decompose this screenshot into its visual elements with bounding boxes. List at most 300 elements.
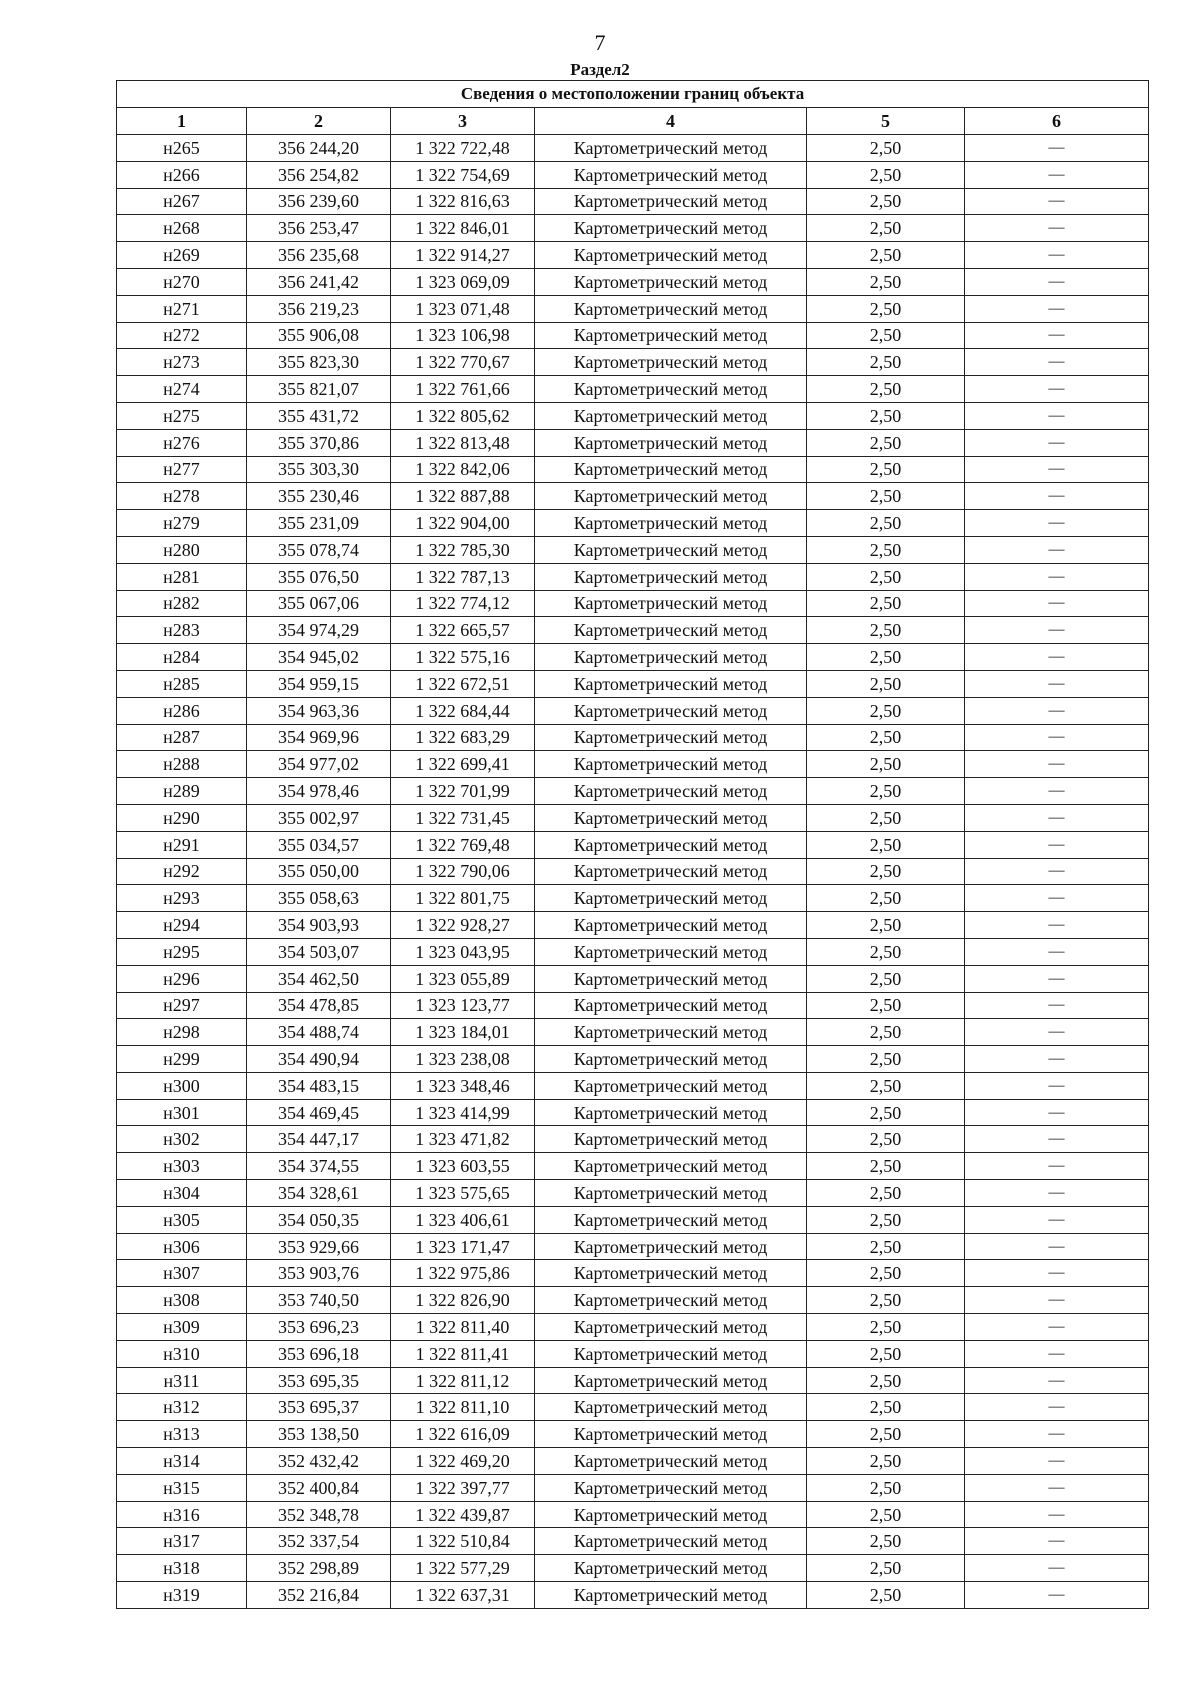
point-id-cell: н277 xyxy=(117,456,247,483)
page-number: 7 xyxy=(594,30,606,55)
accuracy-cell: 2,50 xyxy=(807,1314,965,1341)
y-coordinate-cell: 1 322 787,13 xyxy=(391,563,535,590)
accuracy-cell: 2,50 xyxy=(807,1180,965,1207)
x-coordinate-cell: 355 058,63 xyxy=(247,885,391,912)
point-id-cell: н285 xyxy=(117,670,247,697)
y-coordinate-cell: 1 322 801,75 xyxy=(391,885,535,912)
description-cell: — xyxy=(965,858,1149,885)
description-cell: — xyxy=(965,644,1149,671)
y-coordinate-cell: 1 322 914,27 xyxy=(391,242,535,269)
x-coordinate-cell: 353 903,76 xyxy=(247,1260,391,1287)
method-cell: Картометрический метод xyxy=(535,376,807,403)
accuracy-cell: 2,50 xyxy=(807,242,965,269)
x-coordinate-cell: 353 138,50 xyxy=(247,1421,391,1448)
table-row xyxy=(117,912,1149,939)
table-row xyxy=(117,510,1149,537)
table-row xyxy=(117,831,1149,858)
accuracy-cell: 2,50 xyxy=(807,349,965,376)
accuracy-cell: 2,50 xyxy=(807,268,965,295)
table-row xyxy=(117,1501,1149,1528)
x-coordinate-cell: 353 696,23 xyxy=(247,1314,391,1341)
description-cell: — xyxy=(965,965,1149,992)
column-header: 1 xyxy=(117,108,247,135)
method-cell: Картометрический метод xyxy=(535,912,807,939)
table-row xyxy=(117,938,1149,965)
y-coordinate-cell: 1 323 106,98 xyxy=(391,322,535,349)
y-coordinate-cell: 1 322 397,77 xyxy=(391,1474,535,1501)
x-coordinate-cell: 354 977,02 xyxy=(247,751,391,778)
table-row xyxy=(117,804,1149,831)
accuracy-cell: 2,50 xyxy=(807,429,965,456)
description-cell: — xyxy=(965,536,1149,563)
method-cell: Картометрический метод xyxy=(535,1340,807,1367)
boundary-coordinates-table xyxy=(116,80,1149,1609)
accuracy-cell: 2,50 xyxy=(807,912,965,939)
x-coordinate-cell: 354 462,50 xyxy=(247,965,391,992)
accuracy-cell: 2,50 xyxy=(807,1287,965,1314)
point-id-cell: н319 xyxy=(117,1582,247,1609)
y-coordinate-cell: 1 323 238,08 xyxy=(391,1046,535,1073)
accuracy-cell: 2,50 xyxy=(807,402,965,429)
x-coordinate-cell: 355 230,46 xyxy=(247,483,391,510)
accuracy-cell: 2,50 xyxy=(807,670,965,697)
description-cell: — xyxy=(965,724,1149,751)
accuracy-cell: 2,50 xyxy=(807,135,965,162)
table-row xyxy=(117,1180,1149,1207)
method-cell: Картометрический метод xyxy=(535,1180,807,1207)
x-coordinate-cell: 354 478,85 xyxy=(247,992,391,1019)
point-id-cell: н270 xyxy=(117,268,247,295)
y-coordinate-cell: 1 322 785,30 xyxy=(391,536,535,563)
accuracy-cell: 2,50 xyxy=(807,1501,965,1528)
method-cell: Картометрический метод xyxy=(535,1072,807,1099)
accuracy-cell: 2,50 xyxy=(807,778,965,805)
method-cell: Картометрический метод xyxy=(535,1099,807,1126)
table-row xyxy=(117,563,1149,590)
point-id-cell: н314 xyxy=(117,1448,247,1475)
table-row xyxy=(117,268,1149,295)
y-coordinate-cell: 1 322 904,00 xyxy=(391,510,535,537)
table-row xyxy=(117,349,1149,376)
point-id-cell: н286 xyxy=(117,697,247,724)
table-row xyxy=(117,1260,1149,1287)
point-id-cell: н291 xyxy=(117,831,247,858)
accuracy-cell: 2,50 xyxy=(807,938,965,965)
y-coordinate-cell: 1 323 043,95 xyxy=(391,938,535,965)
description-cell: — xyxy=(965,1072,1149,1099)
method-cell: Картометрический метод xyxy=(535,697,807,724)
method-cell: Картометрический метод xyxy=(535,1233,807,1260)
point-id-cell: н289 xyxy=(117,778,247,805)
accuracy-cell: 2,50 xyxy=(807,161,965,188)
y-coordinate-cell: 1 322 731,45 xyxy=(391,804,535,831)
method-cell: Картометрический метод xyxy=(535,510,807,537)
x-coordinate-cell: 352 432,42 xyxy=(247,1448,391,1475)
method-cell: Картометрический метод xyxy=(535,1046,807,1073)
method-cell: Картометрический метод xyxy=(535,1206,807,1233)
description-cell: — xyxy=(965,215,1149,242)
description-cell: — xyxy=(965,376,1149,403)
description-cell: — xyxy=(965,510,1149,537)
description-cell: — xyxy=(965,161,1149,188)
y-coordinate-cell: 1 323 069,09 xyxy=(391,268,535,295)
x-coordinate-cell: 355 002,97 xyxy=(247,804,391,831)
point-id-cell: н303 xyxy=(117,1153,247,1180)
table-row xyxy=(117,885,1149,912)
y-coordinate-cell: 1 322 842,06 xyxy=(391,456,535,483)
x-coordinate-cell: 352 348,78 xyxy=(247,1501,391,1528)
x-coordinate-cell: 354 374,55 xyxy=(247,1153,391,1180)
table-row xyxy=(117,242,1149,269)
description-cell: — xyxy=(965,1260,1149,1287)
x-coordinate-cell: 354 903,93 xyxy=(247,912,391,939)
point-id-cell: н301 xyxy=(117,1099,247,1126)
method-cell: Картометрический метод xyxy=(535,536,807,563)
accuracy-cell: 2,50 xyxy=(807,188,965,215)
description-cell: — xyxy=(965,1448,1149,1475)
method-cell: Картометрический метод xyxy=(535,644,807,671)
y-coordinate-cell: 1 322 722,48 xyxy=(391,135,535,162)
table-row xyxy=(117,1367,1149,1394)
method-cell: Картометрический метод xyxy=(535,1287,807,1314)
method-cell: Картометрический метод xyxy=(535,1314,807,1341)
table-row xyxy=(117,617,1149,644)
accuracy-cell: 2,50 xyxy=(807,1126,965,1153)
table-row xyxy=(117,1314,1149,1341)
method-cell: Картометрический метод xyxy=(535,295,807,322)
x-coordinate-cell: 354 963,36 xyxy=(247,697,391,724)
point-id-cell: н295 xyxy=(117,938,247,965)
x-coordinate-cell: 355 078,74 xyxy=(247,536,391,563)
x-coordinate-cell: 355 906,08 xyxy=(247,322,391,349)
description-cell: — xyxy=(965,242,1149,269)
method-cell: Картометрический метод xyxy=(535,268,807,295)
method-cell: Картометрический метод xyxy=(535,751,807,778)
accuracy-cell: 2,50 xyxy=(807,215,965,242)
description-cell: — xyxy=(965,1474,1149,1501)
description-cell: — xyxy=(965,349,1149,376)
x-coordinate-cell: 353 695,35 xyxy=(247,1367,391,1394)
y-coordinate-cell: 1 322 887,88 xyxy=(391,483,535,510)
y-coordinate-cell: 1 323 071,48 xyxy=(391,295,535,322)
accuracy-cell: 2,50 xyxy=(807,1555,965,1582)
point-id-cell: н311 xyxy=(117,1367,247,1394)
table-row xyxy=(117,429,1149,456)
method-cell: Картометрический метод xyxy=(535,1474,807,1501)
description-cell: — xyxy=(965,697,1149,724)
description-cell: — xyxy=(965,429,1149,456)
point-id-cell: н284 xyxy=(117,644,247,671)
point-id-cell: н266 xyxy=(117,161,247,188)
y-coordinate-cell: 1 322 701,99 xyxy=(391,778,535,805)
x-coordinate-cell: 356 241,42 xyxy=(247,268,391,295)
point-id-cell: н318 xyxy=(117,1555,247,1582)
accuracy-cell: 2,50 xyxy=(807,617,965,644)
table-row xyxy=(117,483,1149,510)
table-row xyxy=(117,376,1149,403)
x-coordinate-cell: 356 239,60 xyxy=(247,188,391,215)
x-coordinate-cell: 354 328,61 xyxy=(247,1180,391,1207)
y-coordinate-cell: 1 322 774,12 xyxy=(391,590,535,617)
y-coordinate-cell: 1 323 414,99 xyxy=(391,1099,535,1126)
accuracy-cell: 2,50 xyxy=(807,1474,965,1501)
description-cell: — xyxy=(965,188,1149,215)
point-id-cell: н299 xyxy=(117,1046,247,1073)
method-cell: Картометрический метод xyxy=(535,590,807,617)
point-id-cell: н272 xyxy=(117,322,247,349)
description-cell: — xyxy=(965,590,1149,617)
accuracy-cell: 2,50 xyxy=(807,295,965,322)
description-cell: — xyxy=(965,885,1149,912)
x-coordinate-cell: 356 219,23 xyxy=(247,295,391,322)
x-coordinate-cell: 354 959,15 xyxy=(247,670,391,697)
point-id-cell: н288 xyxy=(117,751,247,778)
method-cell: Картометрический метод xyxy=(535,778,807,805)
description-cell: — xyxy=(965,402,1149,429)
accuracy-cell: 2,50 xyxy=(807,1260,965,1287)
method-cell: Картометрический метод xyxy=(535,1528,807,1555)
y-coordinate-cell: 1 322 826,90 xyxy=(391,1287,535,1314)
x-coordinate-cell: 356 244,20 xyxy=(247,135,391,162)
point-id-cell: н268 xyxy=(117,215,247,242)
point-id-cell: н280 xyxy=(117,536,247,563)
x-coordinate-cell: 355 050,00 xyxy=(247,858,391,885)
x-coordinate-cell: 354 945,02 xyxy=(247,644,391,671)
y-coordinate-cell: 1 322 790,06 xyxy=(391,858,535,885)
y-coordinate-cell: 1 323 348,46 xyxy=(391,1072,535,1099)
accuracy-cell: 2,50 xyxy=(807,965,965,992)
column-header: 6 xyxy=(965,108,1149,135)
x-coordinate-cell: 356 235,68 xyxy=(247,242,391,269)
point-id-cell: н308 xyxy=(117,1287,247,1314)
table-row xyxy=(117,1233,1149,1260)
table-row xyxy=(117,1153,1149,1180)
point-id-cell: н282 xyxy=(117,590,247,617)
y-coordinate-cell: 1 322 811,12 xyxy=(391,1367,535,1394)
x-coordinate-cell: 354 469,45 xyxy=(247,1099,391,1126)
table-row xyxy=(117,1340,1149,1367)
description-cell: — xyxy=(965,1099,1149,1126)
description-cell: — xyxy=(965,670,1149,697)
y-coordinate-cell: 1 322 805,62 xyxy=(391,402,535,429)
x-coordinate-cell: 355 303,30 xyxy=(247,456,391,483)
accuracy-cell: 2,50 xyxy=(807,1153,965,1180)
x-coordinate-cell: 354 490,94 xyxy=(247,1046,391,1073)
accuracy-cell: 2,50 xyxy=(807,456,965,483)
point-id-cell: н317 xyxy=(117,1528,247,1555)
description-cell: — xyxy=(965,1340,1149,1367)
x-coordinate-cell: 355 231,09 xyxy=(247,510,391,537)
table-row xyxy=(117,1287,1149,1314)
point-id-cell: н274 xyxy=(117,376,247,403)
table-row xyxy=(117,1448,1149,1475)
description-cell: — xyxy=(965,1233,1149,1260)
point-id-cell: н269 xyxy=(117,242,247,269)
point-id-cell: н271 xyxy=(117,295,247,322)
accuracy-cell: 2,50 xyxy=(807,831,965,858)
method-cell: Картометрический метод xyxy=(535,1555,807,1582)
point-id-cell: н292 xyxy=(117,858,247,885)
description-cell: — xyxy=(965,804,1149,831)
point-id-cell: н298 xyxy=(117,1019,247,1046)
description-cell: — xyxy=(965,1528,1149,1555)
point-id-cell: н306 xyxy=(117,1233,247,1260)
table-caption: Сведения о местоположении границ объекта xyxy=(117,81,1149,108)
x-coordinate-cell: 354 974,29 xyxy=(247,617,391,644)
table-row xyxy=(117,295,1149,322)
description-cell: — xyxy=(965,831,1149,858)
point-id-cell: н316 xyxy=(117,1501,247,1528)
y-coordinate-cell: 1 322 975,86 xyxy=(391,1260,535,1287)
description-cell: — xyxy=(965,456,1149,483)
table-row xyxy=(117,1099,1149,1126)
y-coordinate-cell: 1 322 672,51 xyxy=(391,670,535,697)
y-coordinate-cell: 1 322 816,63 xyxy=(391,188,535,215)
method-cell: Картометрический метод xyxy=(535,429,807,456)
description-cell: — xyxy=(965,1314,1149,1341)
accuracy-cell: 2,50 xyxy=(807,751,965,778)
point-id-cell: н283 xyxy=(117,617,247,644)
accuracy-cell: 2,50 xyxy=(807,858,965,885)
point-id-cell: н300 xyxy=(117,1072,247,1099)
table-row xyxy=(117,992,1149,1019)
description-cell: — xyxy=(965,617,1149,644)
y-coordinate-cell: 1 322 637,31 xyxy=(391,1582,535,1609)
description-cell: — xyxy=(965,1019,1149,1046)
description-cell: — xyxy=(965,1287,1149,1314)
table-row xyxy=(117,135,1149,162)
point-id-cell: н309 xyxy=(117,1314,247,1341)
description-cell: — xyxy=(965,778,1149,805)
y-coordinate-cell: 1 322 575,16 xyxy=(391,644,535,671)
x-coordinate-cell: 353 740,50 xyxy=(247,1287,391,1314)
accuracy-cell: 2,50 xyxy=(807,536,965,563)
accuracy-cell: 2,50 xyxy=(807,1421,965,1448)
y-coordinate-cell: 1 323 184,01 xyxy=(391,1019,535,1046)
y-coordinate-cell: 1 322 683,29 xyxy=(391,724,535,751)
y-coordinate-cell: 1 322 699,41 xyxy=(391,751,535,778)
point-id-cell: н273 xyxy=(117,349,247,376)
x-coordinate-cell: 355 067,06 xyxy=(247,590,391,617)
accuracy-cell: 2,50 xyxy=(807,322,965,349)
table-row xyxy=(117,215,1149,242)
description-cell: — xyxy=(965,1126,1149,1153)
description-cell: — xyxy=(965,1153,1149,1180)
y-coordinate-cell: 1 322 811,40 xyxy=(391,1314,535,1341)
y-coordinate-cell: 1 323 406,61 xyxy=(391,1206,535,1233)
x-coordinate-cell: 354 483,15 xyxy=(247,1072,391,1099)
x-coordinate-cell: 356 254,82 xyxy=(247,161,391,188)
point-id-cell: н281 xyxy=(117,563,247,590)
table-row xyxy=(117,778,1149,805)
method-cell: Картометрический метод xyxy=(535,1260,807,1287)
table-row xyxy=(117,188,1149,215)
y-coordinate-cell: 1 322 761,66 xyxy=(391,376,535,403)
point-id-cell: н315 xyxy=(117,1474,247,1501)
table-row xyxy=(117,402,1149,429)
y-coordinate-cell: 1 323 575,65 xyxy=(391,1180,535,1207)
column-header: 4 xyxy=(535,108,807,135)
accuracy-cell: 2,50 xyxy=(807,1233,965,1260)
point-id-cell: н265 xyxy=(117,135,247,162)
table-header-row xyxy=(117,108,1149,135)
column-header: 3 xyxy=(391,108,535,135)
y-coordinate-cell: 1 322 813,48 xyxy=(391,429,535,456)
table-row xyxy=(117,1126,1149,1153)
accuracy-cell: 2,50 xyxy=(807,1340,965,1367)
description-cell: — xyxy=(965,1394,1149,1421)
y-coordinate-cell: 1 323 171,47 xyxy=(391,1233,535,1260)
point-id-cell: н276 xyxy=(117,429,247,456)
y-coordinate-cell: 1 322 754,69 xyxy=(391,161,535,188)
point-id-cell: н278 xyxy=(117,483,247,510)
description-cell: — xyxy=(965,938,1149,965)
accuracy-cell: 2,50 xyxy=(807,590,965,617)
method-cell: Картометрический метод xyxy=(535,831,807,858)
description-cell: — xyxy=(965,322,1149,349)
method-cell: Картометрический метод xyxy=(535,1501,807,1528)
method-cell: Картометрический метод xyxy=(535,1019,807,1046)
description-cell: — xyxy=(965,1180,1149,1207)
point-id-cell: н310 xyxy=(117,1340,247,1367)
y-coordinate-cell: 1 323 055,89 xyxy=(391,965,535,992)
accuracy-cell: 2,50 xyxy=(807,1019,965,1046)
method-cell: Картометрический метод xyxy=(535,885,807,912)
description-cell: — xyxy=(965,1206,1149,1233)
method-cell: Картометрический метод xyxy=(535,563,807,590)
description-cell: — xyxy=(965,563,1149,590)
y-coordinate-cell: 1 323 603,55 xyxy=(391,1153,535,1180)
x-coordinate-cell: 354 503,07 xyxy=(247,938,391,965)
method-cell: Картометрический метод xyxy=(535,135,807,162)
y-coordinate-cell: 1 323 471,82 xyxy=(391,1126,535,1153)
table-row xyxy=(117,1421,1149,1448)
x-coordinate-cell: 354 050,35 xyxy=(247,1206,391,1233)
table-row xyxy=(117,1582,1149,1609)
point-id-cell: н307 xyxy=(117,1260,247,1287)
method-cell: Картометрический метод xyxy=(535,858,807,885)
accuracy-cell: 2,50 xyxy=(807,1528,965,1555)
x-coordinate-cell: 354 488,74 xyxy=(247,1019,391,1046)
x-coordinate-cell: 354 969,96 xyxy=(247,724,391,751)
x-coordinate-cell: 352 216,84 xyxy=(247,1582,391,1609)
table-row xyxy=(117,1528,1149,1555)
x-coordinate-cell: 352 298,89 xyxy=(247,1555,391,1582)
description-cell: — xyxy=(965,912,1149,939)
y-coordinate-cell: 1 322 439,87 xyxy=(391,1501,535,1528)
point-id-cell: н287 xyxy=(117,724,247,751)
table-row xyxy=(117,456,1149,483)
accuracy-cell: 2,50 xyxy=(807,1206,965,1233)
column-header: 2 xyxy=(247,108,391,135)
x-coordinate-cell: 352 400,84 xyxy=(247,1474,391,1501)
y-coordinate-cell: 1 322 846,01 xyxy=(391,215,535,242)
description-cell: — xyxy=(965,992,1149,1019)
accuracy-cell: 2,50 xyxy=(807,510,965,537)
table-row xyxy=(117,697,1149,724)
point-id-cell: н304 xyxy=(117,1180,247,1207)
description-cell: — xyxy=(965,1582,1149,1609)
x-coordinate-cell: 352 337,54 xyxy=(247,1528,391,1555)
table-row xyxy=(117,1394,1149,1421)
description-cell: — xyxy=(965,1555,1149,1582)
table-row xyxy=(117,751,1149,778)
y-coordinate-cell: 1 322 469,20 xyxy=(391,1448,535,1475)
column-header: 5 xyxy=(807,108,965,135)
table-row xyxy=(117,1072,1149,1099)
point-id-cell: н294 xyxy=(117,912,247,939)
point-id-cell: н290 xyxy=(117,804,247,831)
